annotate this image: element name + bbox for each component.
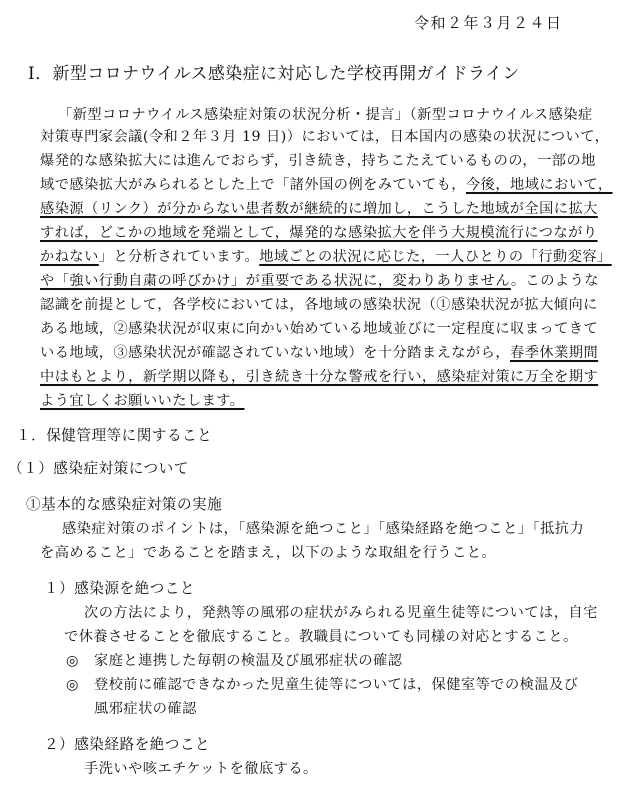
intro-line-4 bbox=[40, 174, 613, 196]
bullet-text: 家庭と連携した毎朝の検温及び風邪症状の確認 bbox=[94, 653, 403, 669]
source-control-line-1: 次の方法により，発熱等の風邪の症状がみられる児童生徒等については，自宅 bbox=[84, 605, 598, 621]
intro-line-5: 感染源（リンク）が分からない患者数が継続的に増加し，こうした地域が全国に拡大 bbox=[40, 201, 598, 217]
intro-line-8 bbox=[40, 270, 599, 292]
intro-text: 。このような bbox=[510, 273, 599, 289]
bullet-icon: ◎ bbox=[66, 677, 79, 693]
intro-text: 域で感染拡大がみられるとした上で「諸外国の例をみていても， bbox=[40, 177, 466, 193]
intro-line-11 bbox=[40, 342, 598, 364]
basic-measures-line-2: を高めること」であることを踏まえ，以下のような取組を行うこと。 bbox=[40, 545, 497, 561]
document-title: Ⅰ．新型コロナウイルス感染症に対応した学校再開ガイドライン bbox=[28, 63, 520, 83]
intro-line-13: よう宜しくお願いいたします。 bbox=[40, 393, 245, 409]
source-control-heading: １）感染源を絶つこと bbox=[44, 580, 195, 597]
subsection-heading-infection: （１）感染症対策について bbox=[8, 460, 189, 477]
intro-line-7 bbox=[40, 246, 612, 268]
intro-text: いる地域，③感染状況が確認されていない地域）を十分踏まえながら， bbox=[40, 345, 511, 361]
bullet-text: 登校前に確認できなかった児童生徒等については，保健室等での検温及び bbox=[94, 677, 579, 693]
document-date: 令和２年３月２４日 bbox=[414, 14, 563, 32]
intro-line-12: 中はもとより，新学期以降も，引き続き十分な警戒を行い，感染症対策に万全を期す bbox=[40, 369, 599, 385]
emphasis-text: 春季休業期間 bbox=[510, 345, 599, 361]
source-control-line-2: で休養させることを徹底すること。教職員についても同様の対応とすること。 bbox=[64, 629, 578, 645]
intro-text: 」と分析されています。 bbox=[98, 249, 260, 265]
emphasis-text: 今後，地域において， bbox=[465, 177, 613, 193]
intro-line-9: 認識を前提として，各学校においては，各地域の感染状況（①感染状況が拡大傾向に bbox=[40, 297, 598, 313]
section-heading-health: １．保健管理等に関すること bbox=[16, 427, 213, 444]
emphasis-text: 地域ごとの状況に応じた，一人ひとりの「行動変容」 bbox=[259, 249, 612, 265]
emphasis-text: かねない bbox=[40, 249, 99, 265]
intro-line-2: 対策専門家会議(令和２年３月 19 日)）においては，日本国内の感染の状況について， bbox=[40, 129, 610, 145]
basic-measures-line-1: 感染症対策のポイントは，「感染源を絶つこと」「感染経路を絶つこと」「抵抗力 bbox=[62, 521, 585, 537]
bullet-icon: ◎ bbox=[66, 653, 79, 669]
intro-line-3: 爆発的な感染拡大には進んでおらず，引き続き，持ちこたえているものの，一部の地 bbox=[40, 153, 596, 169]
basic-measures-heading: ①基本的な感染症対策の実施 bbox=[26, 496, 223, 513]
intro-line-1: 「新型コロナウイルス感染症対策の状況分析・提言」（新型コロナウイルス感染症 bbox=[58, 107, 593, 123]
route-control-line-1: 手洗いや咳エチケットを徹底する。 bbox=[84, 761, 318, 777]
intro-line-6: すれば，どこかの地域を発端として，爆発的な感染拡大を伴う大規模流行につながり bbox=[40, 225, 598, 241]
route-control-heading: ２）感染経路を絶つこと bbox=[44, 736, 211, 753]
emphasis-text: や「強い行動自粛の呼びかけ」が重要である状況に，変わりありません bbox=[40, 273, 511, 289]
intro-line-10: ある地域，②感染状況が収束に向かい始めている地域並びに一定程度に収まってきて bbox=[40, 321, 599, 337]
bullet-text-continued: 風邪症状の確認 bbox=[94, 701, 197, 717]
